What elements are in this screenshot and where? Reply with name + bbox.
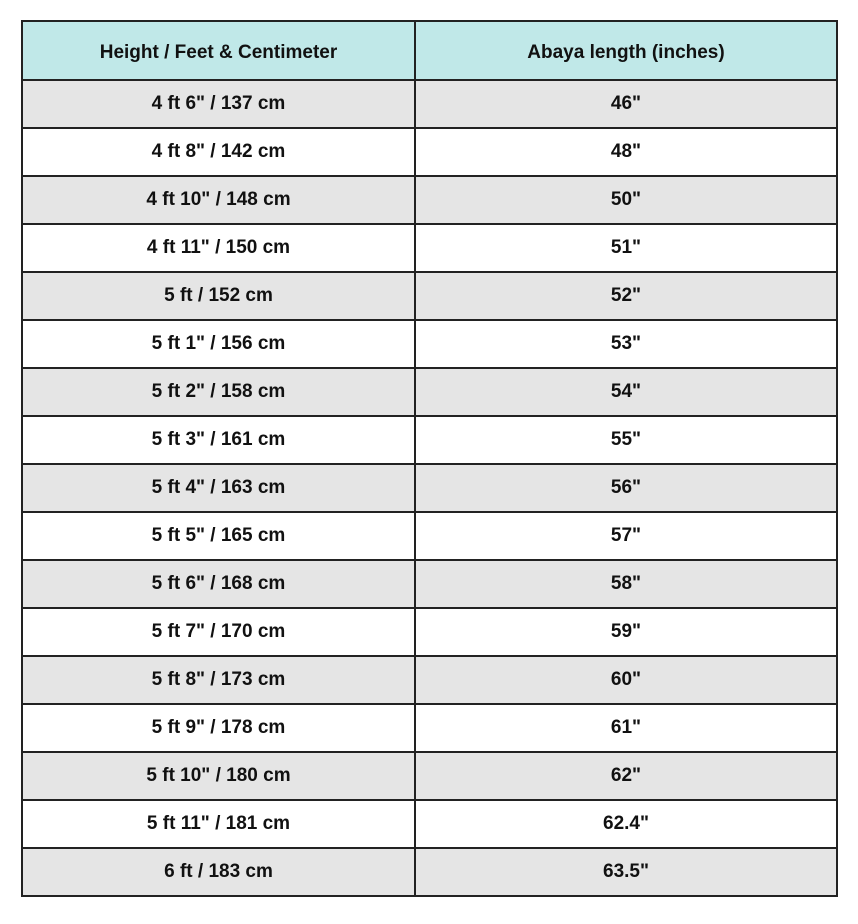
height-cell: 5 ft 8" / 173 cm <box>22 656 415 704</box>
height-cell: 5 ft 5" / 165 cm <box>22 512 415 560</box>
abaya-length-cell: 54" <box>415 368 837 416</box>
abaya-length-cell: 57" <box>415 512 837 560</box>
table-body <box>22 80 837 896</box>
height-cell: 4 ft 8" / 142 cm <box>22 128 415 176</box>
abaya-length-cell: 51" <box>415 224 837 272</box>
abaya-length-cell: 56" <box>415 464 837 512</box>
height-cell: 5 ft 10" / 180 cm <box>22 752 415 800</box>
height-cell: 5 ft 9" / 178 cm <box>22 704 415 752</box>
height-cell: 5 ft 3" / 161 cm <box>22 416 415 464</box>
table-row <box>22 800 837 848</box>
abaya-length-cell: 52" <box>415 272 837 320</box>
table-row <box>22 656 837 704</box>
table-row <box>22 368 837 416</box>
abaya-length-cell: 50" <box>415 176 837 224</box>
table-row <box>22 704 837 752</box>
abaya-length-cell: 61" <box>415 704 837 752</box>
length-column-header: Abaya length (inches) <box>415 21 837 80</box>
height-cell: 5 ft 6" / 168 cm <box>22 560 415 608</box>
height-cell: 5 ft 11" / 181 cm <box>22 800 415 848</box>
header-row <box>22 21 837 80</box>
table-row <box>22 512 837 560</box>
size-chart-table <box>21 20 838 897</box>
table-row <box>22 176 837 224</box>
table-row <box>22 752 837 800</box>
height-cell: 5 ft 2" / 158 cm <box>22 368 415 416</box>
table-row <box>22 464 837 512</box>
height-cell: 6 ft / 183 cm <box>22 848 415 896</box>
height-cell: 5 ft / 152 cm <box>22 272 415 320</box>
table-row <box>22 560 837 608</box>
height-cell: 5 ft 1" / 156 cm <box>22 320 415 368</box>
height-cell: 4 ft 10" / 148 cm <box>22 176 415 224</box>
abaya-length-cell: 58" <box>415 560 837 608</box>
abaya-length-cell: 59" <box>415 608 837 656</box>
height-column-header: Height / Feet & Centimeter <box>22 21 415 80</box>
table-row <box>22 608 837 656</box>
abaya-length-cell: 62" <box>415 752 837 800</box>
height-cell: 5 ft 4" / 163 cm <box>22 464 415 512</box>
abaya-length-cell: 53" <box>415 320 837 368</box>
abaya-length-cell: 48" <box>415 128 837 176</box>
abaya-length-cell: 62.4" <box>415 800 837 848</box>
height-cell: 5 ft 7" / 170 cm <box>22 608 415 656</box>
abaya-length-cell: 60" <box>415 656 837 704</box>
table-row <box>22 128 837 176</box>
table-row <box>22 224 837 272</box>
table-row <box>22 80 837 128</box>
table-row <box>22 416 837 464</box>
abaya-length-cell: 63.5" <box>415 848 837 896</box>
height-cell: 4 ft 6" / 137 cm <box>22 80 415 128</box>
table-row <box>22 272 837 320</box>
abaya-length-cell: 46" <box>415 80 837 128</box>
table-row <box>22 320 837 368</box>
height-cell: 4 ft 11" / 150 cm <box>22 224 415 272</box>
table-row <box>22 848 837 896</box>
abaya-length-cell: 55" <box>415 416 837 464</box>
